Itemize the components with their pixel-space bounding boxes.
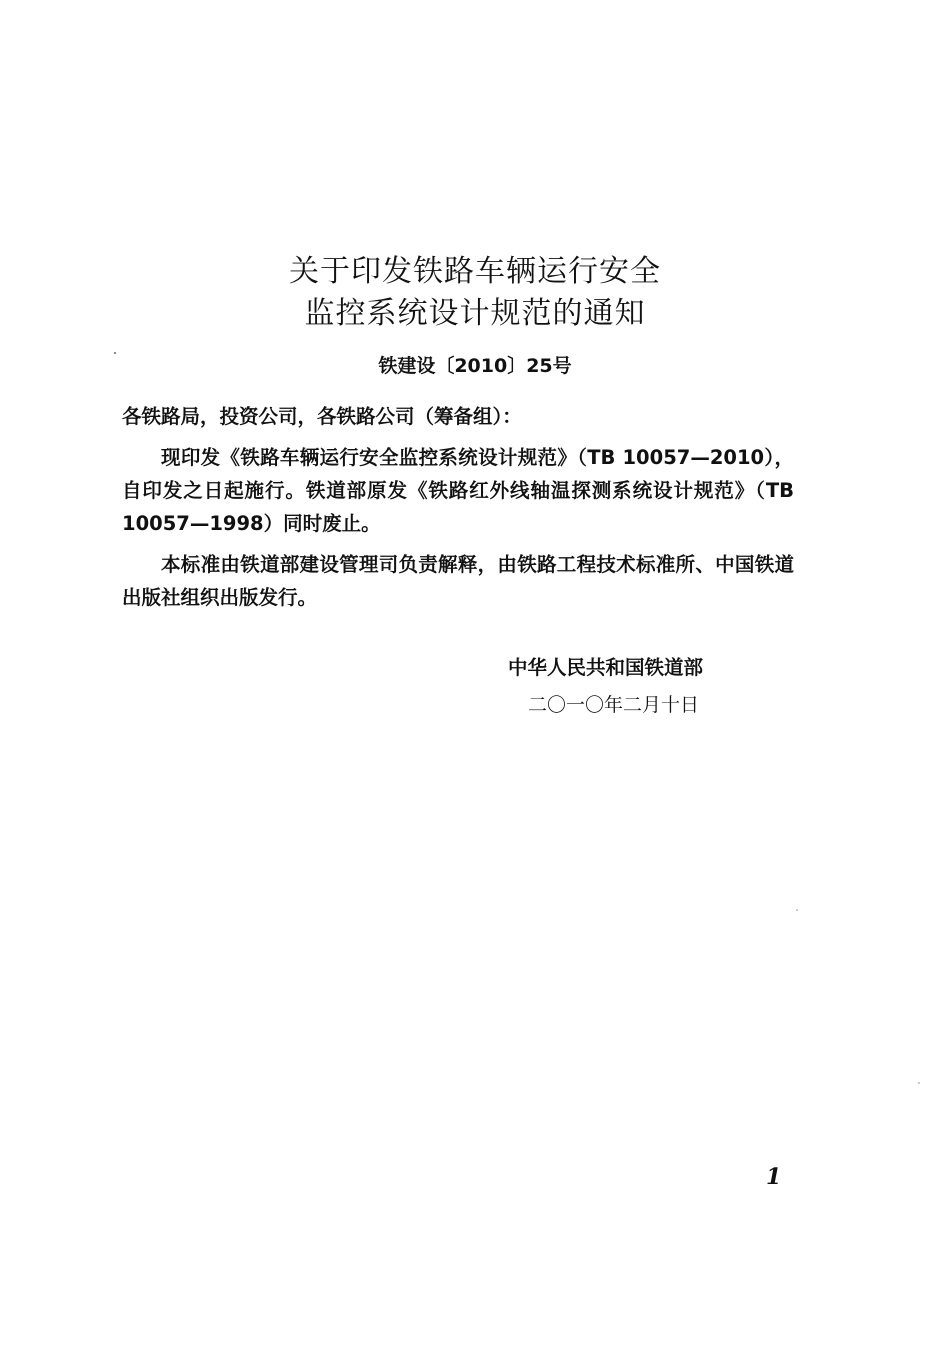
notice-title-line-2: 监控系统设计规范的通知 — [304, 296, 646, 331]
body-paragraph-1: 现印发《铁路车辆运行安全监控系统设计规范》（TB 10057—2010），自印发之日起施行。铁道部原发《铁路红外线轴温探测系统设计规范》（TB 10057—1998）同时废止。 — [122, 446, 794, 535]
scan-speck — [796, 909, 798, 911]
notice-title-line-1: 关于印发铁路车辆运行安全 — [289, 254, 661, 289]
body-paragraph-2: 本标准由铁道部建设管理司负责解释，由铁路工程技术标准所、中国铁道出版社组织出版发行。 — [122, 553, 794, 609]
page-number: 1 — [766, 1164, 782, 1190]
document-number: 铁建设〔2010〕25号 — [378, 355, 572, 377]
salutation: 各铁路局，投资公司，各铁路公司（筹备组）： — [122, 405, 522, 428]
scan-speck — [918, 1082, 920, 1084]
issue-date: 二〇一〇年二月十日 — [528, 694, 700, 716]
issuing-authority: 中华人民共和国铁道部 — [508, 656, 704, 679]
